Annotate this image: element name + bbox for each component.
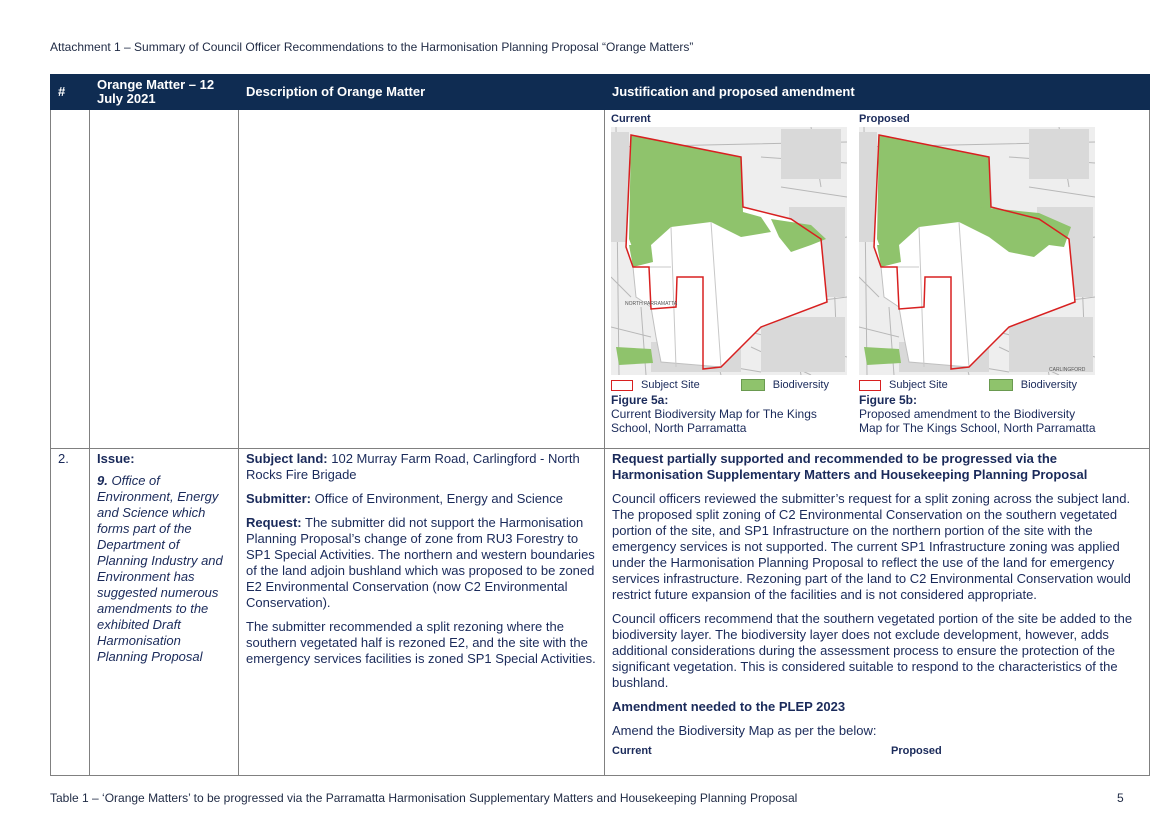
row-number: 2. (58, 451, 69, 466)
table-row (51, 449, 1150, 776)
document-footer: Table 1 – ‘Orange Matters’ to be progressed via the Parramatta Harmonisation Supplementary Matters and Housekeeping Planning Proposal (50, 791, 798, 805)
figure-5a-caption: Current Biodiversity Map for The Kings School, North Parramatta (611, 407, 817, 435)
figure-5a (611, 111, 849, 435)
legend-subject-site (611, 377, 700, 393)
amendment-text: Amend the Biodiversity Map as per the below: (612, 723, 877, 738)
page-number: 5 (1117, 791, 1124, 805)
amendment-proposed-label: Proposed (891, 745, 942, 757)
cell-number-empty (51, 110, 90, 449)
justification-paragraph-1: Council officers reviewed the submitter’s request for a split zoning across the subject land. The proposed split zoning of C2 Environmental Conservation on the southern vegetated portion of the site, and SP1 Infrastructure on the northern portion of the site with the emergency services is not supported. The current SP1 Infrastructure zoning was applied under the Harmonisation Planning Proposal to reflect the use of the land for emergency services infrastructure. Rezoning part of the land to C2 Environmental Conservation would restrict future expansion of the facilities and is not considered appropriate. (612, 491, 1131, 602)
amendment-heading: Amendment needed to the PLEP 2023 (612, 699, 846, 714)
map-proposed-graphic (859, 127, 1095, 375)
legend-biodiversity-label: Biodiversity (1020, 379, 1077, 391)
biodiversity-map-current (611, 127, 847, 375)
figure-5a-title: Figure 5a: (611, 393, 669, 407)
legend-subject-site-label: Subject Site (889, 379, 948, 391)
map-place-label-2: CARLINGFORD (1049, 367, 1086, 373)
cell-number (51, 449, 90, 776)
figure-proposed-label: Proposed (859, 113, 910, 125)
amendment-current-label: Current (612, 745, 652, 757)
issue-description: Office of Environment, Energy and Science which forms part of the Department of Planning Industry and Environment has suggested numerous amendments to the exhibited Draft Harmonisation Planning Proposal (97, 473, 223, 664)
map-place-label: NORTH PARRAMATTA (625, 301, 678, 307)
request: Request: The submitter did not support the Harmonisation Planning Proposal’s change of zone from RU3 Forestry to SP1 Special Activities. The northern and western boundaries of the land adjoin bushland which was proposed to be zoned E2 Environmental Conservation (now C2 Environmental Conservation). (246, 515, 595, 610)
justification-heading: Request partially supported and recommended to be progressed via the Harmonisation Supplementary Matters and Housekeeping Planning Proposal (612, 451, 1088, 482)
orange-matters-table (50, 74, 1150, 776)
legend-subject-site-label: Subject Site (641, 379, 700, 391)
request-recommendation: The submitter recommended a split rezoning where the southern vegetated half is rezoned E2, and the site with the emergency services facilities is zoned SP1 Special Activities. (246, 619, 596, 666)
subject-site-swatch (611, 380, 633, 391)
cell-figures (605, 110, 1150, 449)
col-header-justification: Justification and proposed amendment (605, 75, 1150, 110)
biodiversity-swatch (989, 379, 1013, 391)
legend-biodiversity (741, 377, 829, 393)
legend-biodiversity-label: Biodiversity (772, 379, 829, 391)
col-header-number: # (51, 75, 90, 110)
figure-5b (859, 111, 1097, 435)
table-row (51, 110, 1150, 449)
submitter: Submitter: Office of Environment, Energy and Science (246, 491, 563, 506)
cell-description-empty (239, 110, 605, 449)
cell-orange-matter (90, 449, 239, 776)
document-header: Attachment 1 – Summary of Council Officer Recommendations to the Harmonisation Planning Proposal “Orange Matters” (50, 40, 694, 54)
justification-paragraph-2: Council officers recommend that the southern vegetated portion of the site be added to the biodiversity layer. The biodiversity layer does not exclude development, however, adds additional considerations during the assessment process to ensure the protection of the significant vegetation. This is considered suitable to respond to the characteristics of the bushland. (612, 611, 1133, 690)
cell-description (239, 449, 605, 776)
subject-site-swatch (859, 380, 881, 391)
issue-number: 9. (97, 473, 108, 488)
legend-biodiversity (989, 377, 1077, 393)
issue-label: Issue: (97, 451, 135, 466)
biodiversity-map-proposed (859, 127, 1095, 375)
col-header-orange-matter: Orange Matter – 12 July 2021 (90, 75, 239, 110)
figure-current-label: Current (611, 113, 651, 125)
cell-orange-matter-empty (90, 110, 239, 449)
cell-justification (605, 449, 1150, 776)
biodiversity-swatch (741, 379, 765, 391)
map-current-graphic (611, 127, 847, 375)
subject-land: Subject land: 102 Murray Farm Road, Carlingford - North Rocks Fire Brigade (246, 451, 580, 482)
figure-5b-caption: Proposed amendment to the Biodiversity Map for The Kings School, North Parramatta (859, 407, 1096, 435)
figure-5b-title: Figure 5b: (859, 393, 918, 407)
legend-subject-site (859, 377, 948, 393)
issue-text (97, 473, 231, 665)
col-header-description: Description of Orange Matter (239, 75, 605, 110)
table-header-row (51, 75, 1150, 110)
